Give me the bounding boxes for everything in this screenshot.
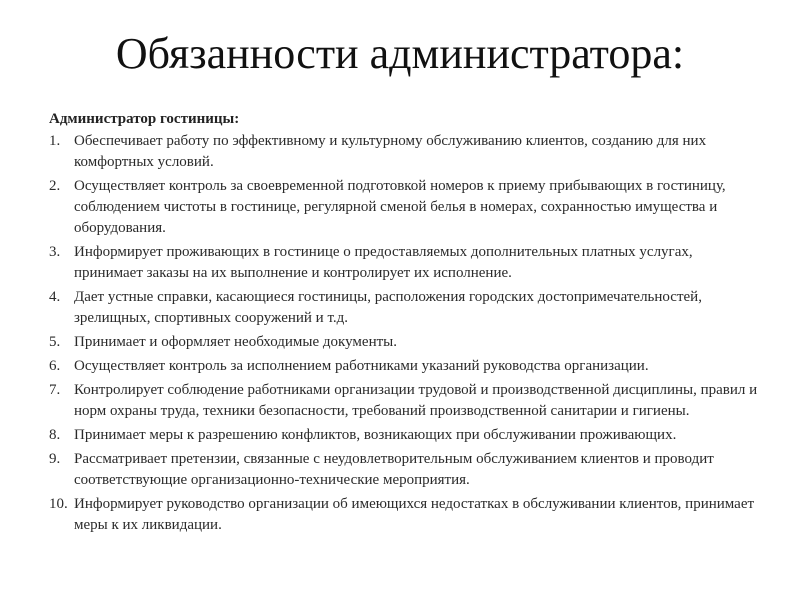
list-item-9 — [49, 449, 761, 491]
list-item-3 — [49, 242, 761, 284]
item-text: Осуществляет контроль за своевременной подготовкой номеров к приему прибывающих в гостиницу, соблюдением чистоты в гостинице, регулярной сменой белья в номерах, сохранностью имущества и оборудования. — [74, 178, 726, 236]
item-text: Контролирует соблюдение работниками организации трудовой и производственной дисциплины, правил и норм охраны труда, техники безопасности, требований производственной санитарии и гигиены. — [74, 382, 758, 419]
item-text: Осуществляет контроль за исполнением работниками указаний руководства организации. — [74, 358, 649, 374]
list-item-2 — [49, 176, 761, 239]
item-text: Принимает меры к разрешению конфликтов, возникающих при обслуживании проживающих. — [74, 427, 677, 443]
item-text: Обеспечивает работу по эффективному и культурному обслуживанию клиентов, созданию для них комфортных условий. — [74, 133, 707, 170]
item-text: Рассматривает претензии, связанные с неудовлетворительным обслуживанием клиентов и проводит соответствующие организационно-технические мероприятия. — [74, 451, 714, 488]
item-number: 3. — [49, 244, 61, 260]
list-item-5 — [49, 332, 761, 353]
item-number: 4. — [49, 289, 61, 305]
item-text: Принимает и оформляет необходимые документы. — [74, 334, 397, 350]
list-item-1 — [49, 131, 761, 173]
item-number: 5. — [49, 334, 61, 350]
duties-list — [49, 131, 761, 539]
list-item-7 — [49, 380, 761, 422]
item-number: 8. — [49, 427, 61, 443]
item-text: Информирует проживающих в гостинице о предоставляемых дополнительных платных услугах, принимает заказы на их выполнение и контролирует их исполнение. — [74, 244, 693, 281]
list-item-6 — [49, 356, 761, 377]
slide-title: Обязанности администратора: — [115, 29, 685, 78]
item-number: 10. — [49, 496, 68, 512]
item-number: 7. — [49, 382, 61, 398]
item-text: Дает устные справки, касающиеся гостиницы, расположения городских достопримечательностей, зрелищных, спортивных сооружений и т.д. — [74, 289, 702, 326]
list-item-8 — [49, 425, 761, 446]
subheading: Администратор гостиницы: — [49, 111, 240, 127]
item-text: Информирует руководство организации об имеющихся недостатках в обслуживании клиентов, принимает меры к их ликвидации. — [74, 496, 755, 533]
list-item-4 — [49, 287, 761, 329]
item-number: 2. — [49, 178, 61, 194]
item-number: 9. — [49, 451, 61, 467]
item-number: 1. — [49, 133, 61, 149]
list-item-10 — [49, 494, 761, 536]
item-number: 6. — [49, 358, 61, 374]
